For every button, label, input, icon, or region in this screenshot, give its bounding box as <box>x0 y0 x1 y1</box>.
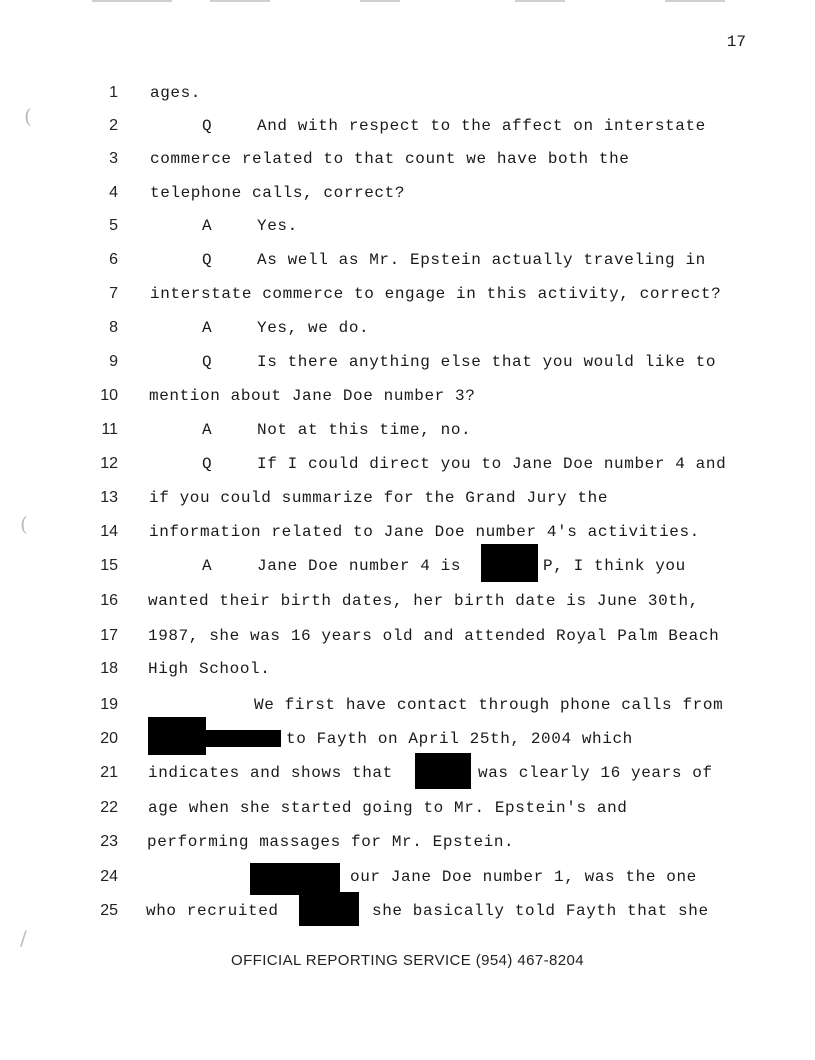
transcript-line <box>0 150 815 174</box>
line-number: 2 <box>109 117 118 134</box>
line-number: 6 <box>109 251 118 268</box>
line-text: Not at this time, no. <box>257 421 472 439</box>
page-number: 17 <box>726 33 746 51</box>
transcript-line <box>0 868 815 892</box>
transcript-line <box>0 319 815 343</box>
line-number: 21 <box>100 764 118 781</box>
line-number: 7 <box>109 285 118 302</box>
transcript-line <box>0 455 815 479</box>
line-text: P, I think you <box>543 557 686 575</box>
line-text: And with respect to the affect on interstate <box>257 117 706 135</box>
transcript-line <box>0 421 815 445</box>
line-text: interstate commerce to engage in this activity, correct? <box>150 285 722 303</box>
line-text: if you could summarize for the Grand Jury the <box>149 489 609 507</box>
line-number: 10 <box>100 387 118 404</box>
line-text: was clearly 16 years of <box>478 764 713 782</box>
speaker-label: A <box>202 557 213 575</box>
line-number: 19 <box>100 696 118 713</box>
redaction-block <box>299 892 359 926</box>
speaker-label: Q <box>202 353 213 371</box>
line-text: Yes, we do. <box>257 319 370 337</box>
line-number: 17 <box>100 627 118 644</box>
speaker-label: Q <box>202 251 213 269</box>
transcript-line <box>0 285 815 309</box>
line-number: 8 <box>109 319 118 336</box>
line-number: 24 <box>100 868 118 885</box>
transcript-line <box>0 902 815 926</box>
line-number: 15 <box>100 557 118 574</box>
line-text: We first have contact through phone calls from <box>254 696 724 714</box>
line-text: who recruited <box>146 902 279 920</box>
line-number: 16 <box>100 592 118 609</box>
speaker-label: Q <box>202 455 213 473</box>
scan-edge <box>665 0 725 2</box>
transcript-line <box>0 833 815 857</box>
line-text: age when she started going to Mr. Epstein's and <box>148 799 628 817</box>
transcript-line <box>0 730 815 754</box>
line-text: Is there anything else that you would like to <box>257 353 717 371</box>
redaction-block <box>415 753 471 789</box>
line-text: our Jane Doe number 1, was the one <box>350 868 697 886</box>
footer-reporting-service: OFFICIAL REPORTING SERVICE (954) 467-8204 <box>231 952 584 969</box>
transcript-line <box>0 660 815 684</box>
line-number: 13 <box>100 489 118 506</box>
transcript-line <box>0 799 815 823</box>
scan-edge <box>360 0 400 2</box>
redaction-block <box>250 863 340 895</box>
speaker-label: Q <box>202 117 213 135</box>
scan-mark: / <box>20 926 27 950</box>
redaction-block <box>481 544 538 582</box>
transcript-line <box>0 592 815 616</box>
line-text: 1987, she was 16 years old and attended Royal Palm Beach <box>148 627 720 645</box>
line-text: Jane Doe number 4 is <box>257 557 462 575</box>
line-number: 23 <box>100 833 118 850</box>
transcript-line <box>0 696 815 720</box>
line-number: 9 <box>109 353 118 370</box>
line-text: indicates and shows that <box>148 764 393 782</box>
line-text: wanted their birth dates, her birth date is June 30th, <box>148 592 699 610</box>
line-text: Yes. <box>257 217 298 235</box>
line-text: As well as Mr. Epstein actually traveling in <box>257 251 706 269</box>
transcript-line <box>0 387 815 411</box>
line-number: 25 <box>100 902 118 919</box>
line-text: ages. <box>150 84 202 102</box>
speaker-label: A <box>202 421 213 439</box>
line-number: 22 <box>100 799 118 816</box>
transcript-line <box>0 523 815 547</box>
scan-edge <box>210 0 270 2</box>
line-text: If I could direct you to Jane Doe number 4 and <box>257 455 727 473</box>
transcript-line <box>0 353 815 377</box>
line-number: 14 <box>100 523 118 540</box>
scan-edge <box>515 0 565 2</box>
line-number: 18 <box>100 660 118 677</box>
line-text: performing massages for Mr. Epstein. <box>147 833 515 851</box>
line-text: telephone calls, correct? <box>150 184 406 202</box>
redaction-block <box>148 730 281 747</box>
line-text: mention about Jane Doe number 3? <box>149 387 476 405</box>
line-text: information related to Jane Doe number 4's activities. <box>149 523 700 541</box>
line-number: 1 <box>109 84 118 101</box>
line-text: High School. <box>148 660 271 678</box>
speaker-label: A <box>202 217 213 235</box>
line-number: 11 <box>101 421 118 438</box>
transcript-line <box>0 251 815 275</box>
transcript-line <box>0 764 815 788</box>
transcript-line <box>0 489 815 513</box>
line-number: 4 <box>109 184 118 201</box>
scan-mark: ( <box>24 104 32 128</box>
speaker-label: A <box>202 319 213 337</box>
transcript-line <box>0 117 815 141</box>
line-number: 12 <box>100 455 118 472</box>
transcript-line <box>0 217 815 241</box>
line-text: to Fayth on April 25th, 2004 which <box>286 730 633 748</box>
scan-mark: ( <box>20 512 28 536</box>
line-text: she basically told Fayth that she <box>372 902 709 920</box>
transcript-line <box>0 184 815 208</box>
line-number: 20 <box>100 730 118 747</box>
transcript-line <box>0 84 815 108</box>
line-text: commerce related to that count we have both the <box>150 150 630 168</box>
transcript-line <box>0 627 815 651</box>
line-number: 5 <box>109 217 118 234</box>
scan-edge <box>92 0 172 2</box>
transcript-line <box>0 557 815 581</box>
line-number: 3 <box>109 150 118 167</box>
